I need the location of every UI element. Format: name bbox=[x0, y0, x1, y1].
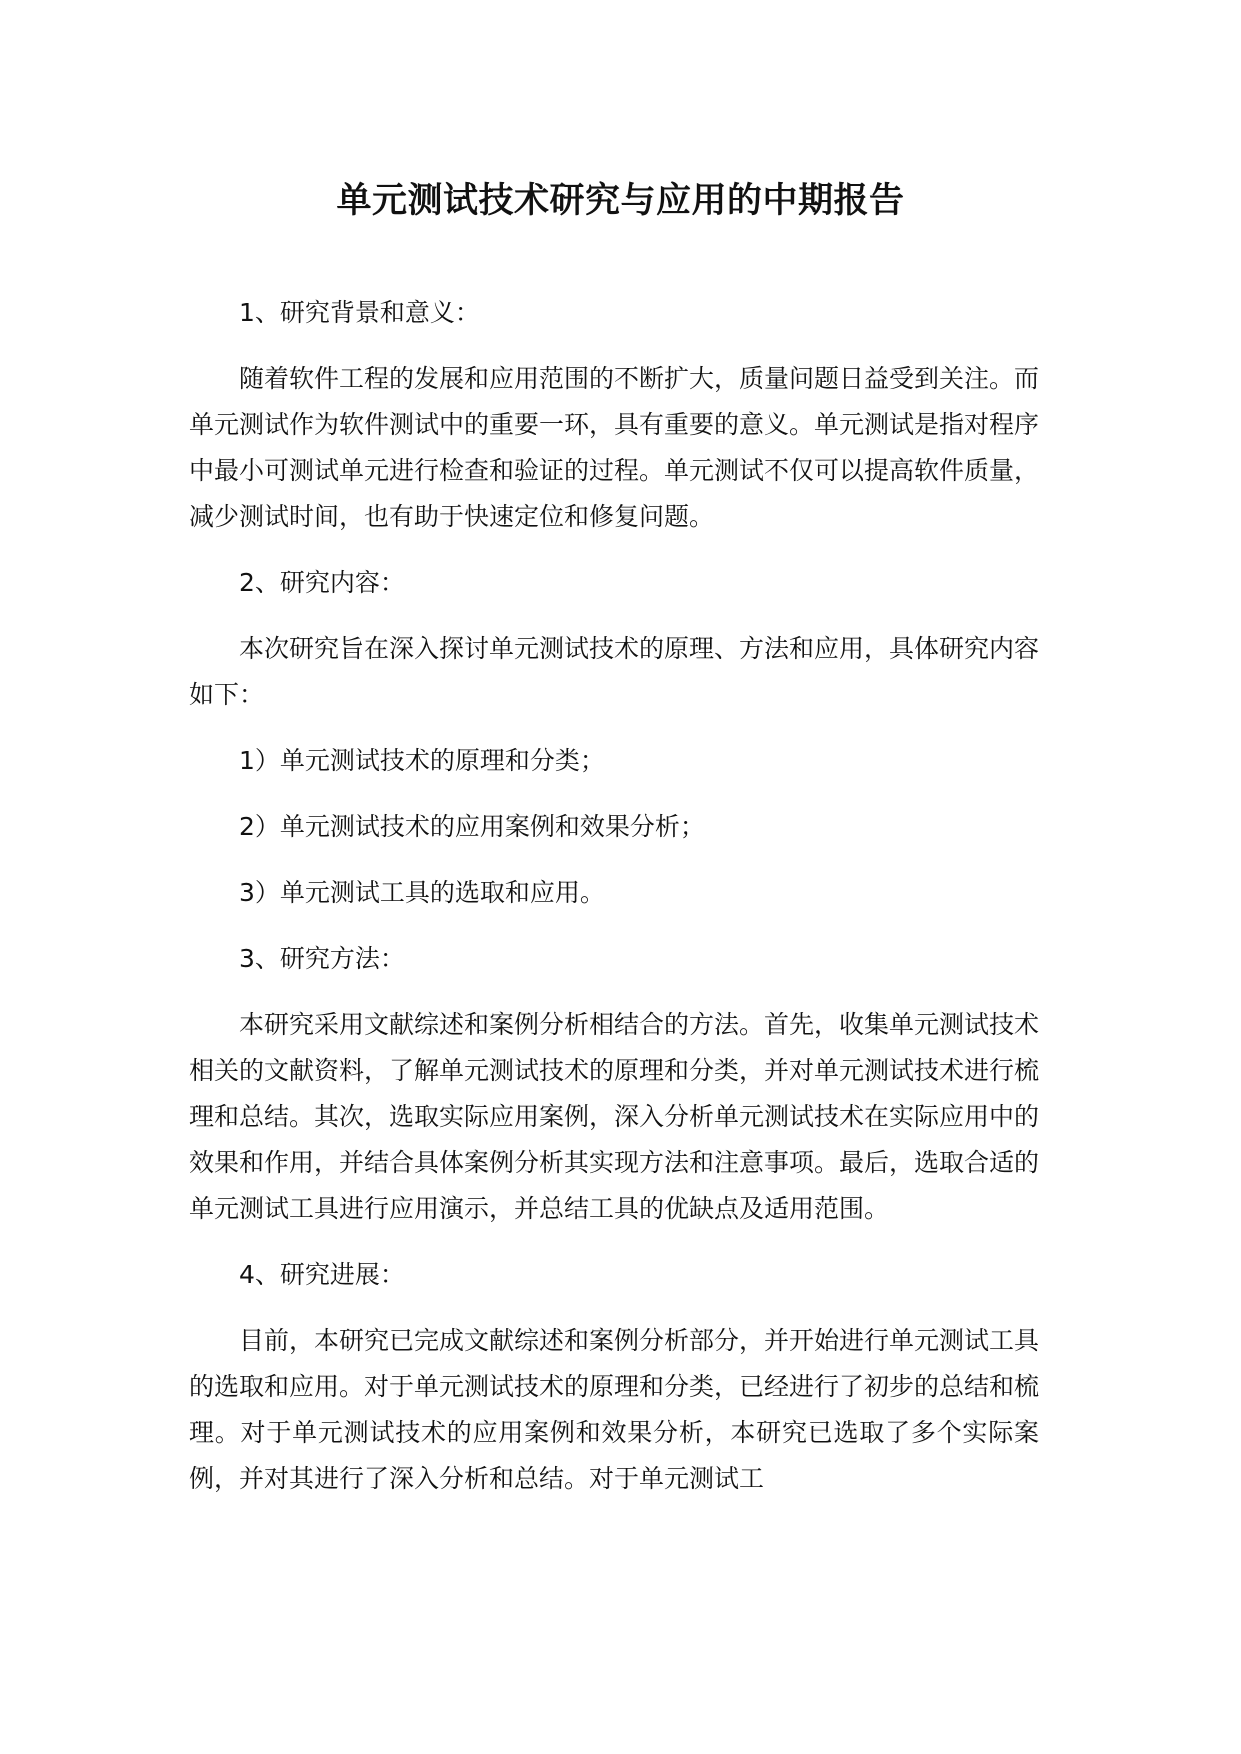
section-heading-content: 2、研究内容： bbox=[239, 568, 405, 597]
paragraph-method: 本研究采用文献综述和案例分析相结合的方法。首先，收集单元测试技术相关的文献资料，了解单元测试技术的原理和分类，并对单元测试技术进行梳理和总结。其次，选取实际应用案例，深入分析单元测试技术在实际应用中的效果和作用，并结合具体案例分析其实现方法和注意事项。最后，选取合适的单元测试工具进行应用演示，并总结工具的优缺点及适用范围。 bbox=[189, 1010, 1040, 1223]
paragraph-progress: 目前，本研究已完成文献综述和案例分析部分，并开始进行单元测试工具的选取和应用。对于单元测试技术的原理和分类，已经进行了初步的总结和梳理。对于单元测试技术的应用案例和效果分析，本研究已选取了多个实际案例，并对其进行了深入分析和总结。对于单元测试工 bbox=[189, 1326, 1040, 1493]
list-item-principles: 1）单元测试技术的原理和分类； bbox=[239, 746, 605, 775]
document-body bbox=[189, 290, 1039, 1522]
section-heading-background: 1、研究背景和意义： bbox=[239, 298, 480, 327]
document-title: 单元测试技术研究与应用的中期报告 bbox=[336, 181, 905, 221]
paragraph-content-intro: 本次研究旨在深入探讨单元测试技术的原理、方法和应用，具体研究内容如下： bbox=[189, 634, 1040, 709]
list-item-case-analysis: 2）单元测试技术的应用案例和效果分析； bbox=[239, 812, 705, 841]
list-item-tools: 3）单元测试工具的选取和应用。 bbox=[239, 878, 605, 907]
paragraph-background: 随着软件工程的发展和应用范围的不断扩大，质量问题日益受到关注。而单元测试作为软件测试中的重要一环，具有重要的意义。单元测试是指对程序中最小可测试单元进行检查和验证的过程。单元测试不仅可以提高软件质量，减少测试时间，也有助于快速定位和修复问题。 bbox=[189, 364, 1040, 531]
section-heading-method: 3、研究方法： bbox=[239, 944, 405, 973]
section-heading-progress: 4、研究进展： bbox=[239, 1260, 405, 1289]
